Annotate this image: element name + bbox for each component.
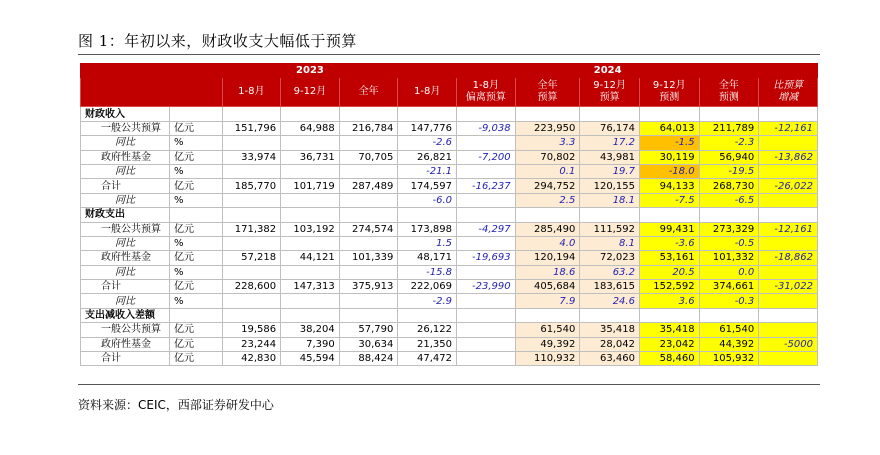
table-cell: 19.7 [580, 164, 640, 178]
table-cell: 17.2 [580, 136, 640, 150]
table-cell [339, 107, 398, 121]
table-cell: -12,161 [759, 222, 818, 236]
table-cell: 374,661 [699, 280, 759, 294]
table-cell: -15.8 [398, 265, 457, 279]
table-cell: 24.6 [580, 294, 640, 308]
section-row [81, 107, 818, 121]
table-cell: 103,192 [281, 222, 340, 236]
row-label: 政府性基金 [81, 337, 170, 351]
column-header-line2: 预算 [599, 92, 620, 104]
table-cell: 23,244 [222, 337, 281, 351]
table-cell [580, 208, 640, 222]
table-cell: 18.6 [515, 265, 580, 279]
table-cell [639, 107, 699, 121]
row-unit: % [169, 136, 222, 150]
column-header [759, 78, 818, 107]
row-unit: % [169, 193, 222, 207]
table-cell: 57,218 [222, 251, 281, 265]
table-cell [222, 294, 281, 308]
table-cell [222, 107, 281, 121]
row-unit: 亿元 [169, 150, 222, 164]
table-cell [699, 308, 759, 322]
table-cell: 18.1 [580, 193, 640, 207]
table-row [81, 251, 818, 265]
table-cell [222, 265, 281, 279]
table-cell: 147,776 [398, 121, 457, 135]
table-cell: 3.6 [639, 294, 699, 308]
table-cell: 36,731 [281, 150, 340, 164]
table-cell [457, 208, 516, 222]
column-header [639, 78, 699, 107]
row-label: 政府性基金 [81, 251, 170, 265]
header-row-years [81, 64, 818, 78]
table-cell: 173,898 [398, 222, 457, 236]
table-cell: -31,022 [759, 280, 818, 294]
table-cell: 26,821 [398, 150, 457, 164]
table-cell [759, 265, 818, 279]
table-cell: 44,121 [281, 251, 340, 265]
table-cell [457, 352, 516, 366]
table-cell [639, 308, 699, 322]
table-cell [339, 193, 398, 207]
table-cell: -7,200 [457, 150, 516, 164]
table-row [81, 222, 818, 236]
table-cell: 94,133 [639, 179, 699, 193]
table-cell [281, 208, 340, 222]
table-row [81, 236, 818, 250]
row-label: 合计 [81, 280, 170, 294]
table-cell: -5000 [759, 337, 818, 351]
row-unit: 亿元 [169, 280, 222, 294]
table-cell: 274,574 [339, 222, 398, 236]
table-row [81, 136, 818, 150]
table-cell: 185,770 [222, 179, 281, 193]
column-header [457, 78, 516, 107]
row-unit: % [169, 265, 222, 279]
row-unit: 亿元 [169, 121, 222, 135]
row-label: 政府性基金 [81, 150, 170, 164]
table-row [81, 150, 818, 164]
table-cell: 120,155 [580, 179, 640, 193]
table-cell: -2.9 [398, 294, 457, 308]
table-cell [222, 136, 281, 150]
table-row [81, 265, 818, 279]
table-cell: 183,615 [580, 280, 640, 294]
table-cell: 63.2 [580, 265, 640, 279]
table-cell: 58,460 [639, 352, 699, 366]
table-cell [580, 107, 640, 121]
table-cell: 375,913 [339, 280, 398, 294]
row-label: 一般公共预算 [81, 323, 170, 337]
table-row [81, 193, 818, 207]
table-cell: 99,431 [639, 222, 699, 236]
column-header [222, 78, 281, 107]
table-cell: 111,592 [580, 222, 640, 236]
table-cell: 120,194 [515, 251, 580, 265]
table-cell: 21,350 [398, 337, 457, 351]
column-header-line2: 偏离预算 [465, 92, 506, 104]
table-cell: 19,586 [222, 323, 281, 337]
table-cell: 105,932 [699, 352, 759, 366]
table-cell [339, 236, 398, 250]
table-cell [281, 193, 340, 207]
table-cell: 405,684 [515, 280, 580, 294]
table-cell: 30,119 [639, 150, 699, 164]
row-unit: 亿元 [169, 251, 222, 265]
bottom-rule [78, 384, 820, 385]
column-header-line2: 增减 [778, 92, 799, 104]
table-cell: -18.0 [639, 164, 699, 178]
table-cell: 56,940 [699, 150, 759, 164]
table-cell [457, 294, 516, 308]
column-header-line2: 预测 [718, 92, 739, 104]
column-header [580, 78, 640, 107]
column-header [515, 78, 580, 107]
table-cell: -19,693 [457, 251, 516, 265]
table-cell [699, 107, 759, 121]
table-cell: -16,237 [457, 179, 516, 193]
table-cell [339, 294, 398, 308]
row-unit [169, 107, 222, 121]
table-cell [457, 164, 516, 178]
table-cell: 216,784 [339, 121, 398, 135]
table-row [81, 280, 818, 294]
table-cell: 285,490 [515, 222, 580, 236]
table-cell: 101,719 [281, 179, 340, 193]
table-row [81, 337, 818, 351]
row-unit: % [169, 164, 222, 178]
table-cell: 101,332 [699, 251, 759, 265]
row-unit: 亿元 [169, 337, 222, 351]
table-cell: 222,069 [398, 280, 457, 294]
table-cell: -23,990 [457, 280, 516, 294]
table-cell [759, 236, 818, 250]
column-header-line1: 1-8月 [414, 86, 441, 98]
table-cell: -18,862 [759, 251, 818, 265]
table-cell: 8.1 [580, 236, 640, 250]
table-cell: 0.0 [699, 265, 759, 279]
column-header [339, 78, 398, 107]
table-cell: -0.3 [699, 294, 759, 308]
table-cell: 61,540 [515, 323, 580, 337]
table-cell [759, 308, 818, 322]
table-cell [515, 308, 580, 322]
table-cell [281, 136, 340, 150]
table-cell: 7.9 [515, 294, 580, 308]
table-cell [398, 208, 457, 222]
column-header-line1: 9-12月 [593, 80, 626, 92]
table-cell: -2.3 [699, 136, 759, 150]
table-row [81, 294, 818, 308]
section-row [81, 308, 818, 322]
table-cell [281, 236, 340, 250]
column-header-line1: 全年 [718, 80, 739, 92]
table-cell: 4.0 [515, 236, 580, 250]
table-cell: 44,392 [699, 337, 759, 351]
row-label: 同比 [81, 164, 170, 178]
figure-title: 图 1：年初以来，财政收支大幅低于预算 [78, 32, 357, 50]
table-cell: 76,174 [580, 121, 640, 135]
column-header-line1: 比预算 [773, 80, 804, 92]
row-label: 同比 [81, 136, 170, 150]
column-header-line1: 1-8月 [472, 80, 499, 92]
table-cell [515, 107, 580, 121]
table-cell [398, 308, 457, 322]
table-cell [281, 265, 340, 279]
row-label: 财政收入 [81, 107, 170, 121]
table-cell [457, 107, 516, 121]
table-cell [580, 308, 640, 322]
table-cell [457, 323, 516, 337]
table-cell: 171,382 [222, 222, 281, 236]
table-cell [222, 208, 281, 222]
table-cell: -1.5 [639, 136, 699, 150]
table-cell: 211,789 [699, 121, 759, 135]
column-header-line1: 9-12月 [652, 80, 686, 92]
table-cell: 38,204 [281, 323, 340, 337]
table-cell: -4,297 [457, 222, 516, 236]
row-label: 一般公共预算 [81, 222, 170, 236]
table-cell: 287,489 [339, 179, 398, 193]
table-cell: 70,802 [515, 150, 580, 164]
table-cell: 101,339 [339, 251, 398, 265]
table-cell: -2.6 [398, 136, 457, 150]
table-cell: 174,597 [398, 179, 457, 193]
table-cell [339, 265, 398, 279]
table-cell: -6.0 [398, 193, 457, 207]
table-cell: 152,592 [639, 280, 699, 294]
column-header-line1: 1-8月 [238, 86, 265, 98]
table-cell: -0.5 [699, 236, 759, 250]
table-cell [457, 337, 516, 351]
table-cell: 72,023 [580, 251, 640, 265]
table-cell: 110,932 [515, 352, 580, 366]
table-cell: 35,418 [580, 323, 640, 337]
table-cell: -6.5 [699, 193, 759, 207]
header-blank [81, 64, 223, 78]
top-rule [78, 54, 820, 55]
row-label: 合计 [81, 352, 170, 366]
column-header [281, 78, 340, 107]
table-cell [281, 308, 340, 322]
table-cell: 42,830 [222, 352, 281, 366]
source-note: 资料来源：CEIC，西部证券研发中心 [78, 398, 274, 412]
year-2024-header: 2024 [398, 64, 818, 78]
table-cell: 26,122 [398, 323, 457, 337]
row-unit [169, 308, 222, 322]
table-cell: 48,171 [398, 251, 457, 265]
table-row [81, 323, 818, 337]
table-cell [339, 136, 398, 150]
row-unit: 亿元 [169, 222, 222, 236]
table-row [81, 121, 818, 135]
table-cell: 1.5 [398, 236, 457, 250]
table-cell [398, 107, 457, 121]
table-cell: 64,013 [639, 121, 699, 135]
table-row [81, 179, 818, 193]
table-cell: -12,161 [759, 121, 818, 135]
table-cell: 33,974 [222, 150, 281, 164]
table-cell: -21.1 [398, 164, 457, 178]
table-cell [222, 308, 281, 322]
row-unit [169, 208, 222, 222]
table-cell [515, 208, 580, 222]
table-cell: 70,705 [339, 150, 398, 164]
table-cell [222, 236, 281, 250]
column-header-line1: 9-12月 [293, 86, 327, 98]
table-cell: 7,390 [281, 337, 340, 351]
column-header-line1: 全年 [358, 86, 379, 98]
row-label: 财政支出 [81, 208, 170, 222]
row-unit: % [169, 236, 222, 250]
table-cell: 88,424 [339, 352, 398, 366]
table-cell: 223,950 [515, 121, 580, 135]
table-cell [281, 294, 340, 308]
table-cell: -26,022 [759, 179, 818, 193]
column-header [699, 78, 759, 107]
row-unit: 亿元 [169, 352, 222, 366]
row-label: 同比 [81, 265, 170, 279]
table-cell: 147,313 [281, 280, 340, 294]
table-cell: -13,862 [759, 150, 818, 164]
table-cell [339, 164, 398, 178]
table-cell: 35,418 [639, 323, 699, 337]
column-header [398, 78, 457, 107]
table-cell [699, 208, 759, 222]
table-cell [457, 308, 516, 322]
table-cell [759, 107, 818, 121]
table-cell: 3.3 [515, 136, 580, 150]
table-cell [759, 193, 818, 207]
table-cell: -3.6 [639, 236, 699, 250]
table-cell [339, 208, 398, 222]
table-cell [339, 308, 398, 322]
table-cell [457, 136, 516, 150]
table-cell: 49,392 [515, 337, 580, 351]
row-label: 合计 [81, 179, 170, 193]
table-cell: 64,988 [281, 121, 340, 135]
table-cell [759, 294, 818, 308]
table-row [81, 164, 818, 178]
column-header-line2: 预算 [537, 92, 558, 104]
table-cell: 57,790 [339, 323, 398, 337]
row-label: 同比 [81, 236, 170, 250]
fiscal-table [80, 63, 818, 366]
table-cell: 294,752 [515, 179, 580, 193]
table-cell: 53,161 [639, 251, 699, 265]
table-cell: 30,634 [339, 337, 398, 351]
table-cell [759, 352, 818, 366]
table-cell: 63,460 [580, 352, 640, 366]
row-unit: 亿元 [169, 323, 222, 337]
table-cell: 47,472 [398, 352, 457, 366]
row-unit: % [169, 294, 222, 308]
table-cell [457, 236, 516, 250]
table-cell [457, 265, 516, 279]
table-cell: -19.5 [699, 164, 759, 178]
table-cell [759, 136, 818, 150]
table-cell [759, 208, 818, 222]
table-cell [759, 323, 818, 337]
table-cell: 228,600 [222, 280, 281, 294]
table-row [81, 352, 818, 366]
table-cell: 28,042 [580, 337, 640, 351]
table-cell: 0.1 [515, 164, 580, 178]
row-label: 同比 [81, 193, 170, 207]
column-header-line1: 全年 [537, 80, 558, 92]
row-label: 一般公共预算 [81, 121, 170, 135]
table-cell: 268,730 [699, 179, 759, 193]
year-2023-header: 2023 [222, 64, 398, 78]
table-cell: 273,329 [699, 222, 759, 236]
table-cell: 61,540 [699, 323, 759, 337]
table-cell: 20.5 [639, 265, 699, 279]
table-cell [457, 193, 516, 207]
table-cell: 2.5 [515, 193, 580, 207]
table-cell [281, 164, 340, 178]
table-cell: 43,981 [580, 150, 640, 164]
table-cell [222, 193, 281, 207]
table-cell: -9,038 [457, 121, 516, 135]
table-cell [222, 164, 281, 178]
table-cell [281, 107, 340, 121]
row-label: 支出减收入差额 [81, 308, 170, 322]
table-cell: 151,796 [222, 121, 281, 135]
table-cell: 23,042 [639, 337, 699, 351]
header-row-columns [81, 78, 818, 107]
section-row [81, 208, 818, 222]
header-blank-2 [81, 78, 223, 107]
row-label: 同比 [81, 294, 170, 308]
row-unit: 亿元 [169, 179, 222, 193]
table-cell [759, 164, 818, 178]
table-cell [639, 208, 699, 222]
table-cell: 45,594 [281, 352, 340, 366]
column-header-line2: 预测 [659, 92, 680, 104]
table-cell: -7.5 [639, 193, 699, 207]
